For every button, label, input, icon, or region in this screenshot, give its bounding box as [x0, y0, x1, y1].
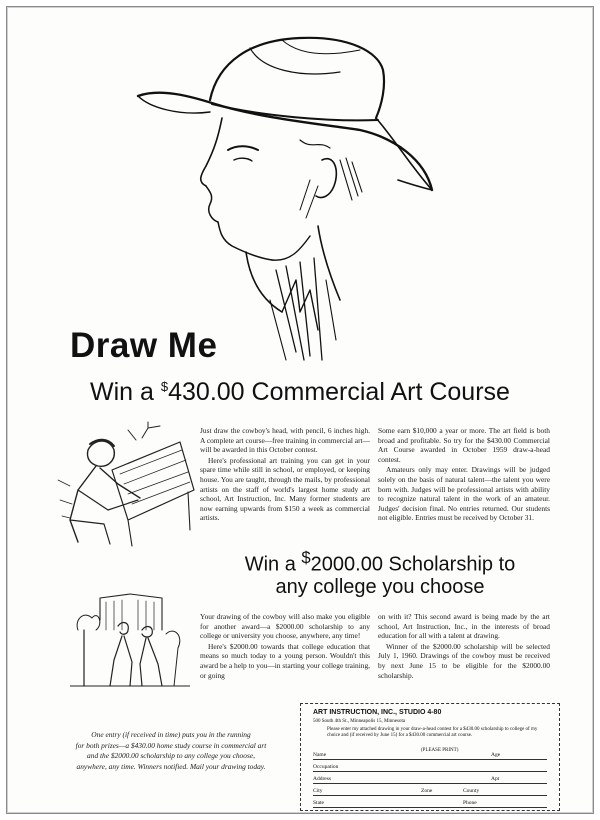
coupon-address: 500 South 4th St., Minneapolis 15, Minnesota	[313, 719, 406, 724]
coupon-address-label: Address	[313, 776, 332, 782]
headline: Draw Me	[70, 326, 218, 365]
entry-note-line-3: and the $2000.00 scholarship to any college you choose,	[87, 751, 255, 760]
body-column-1	[200, 426, 370, 524]
coupon-phone-label: Phone	[463, 800, 477, 806]
coupon-city-label: City	[313, 788, 323, 794]
col3-paragraph-1: Your drawing of the cowboy will also make you eligible for another award—a $2000.00 scholarship to any college or university you choose, anywhere, any time!	[200, 612, 370, 641]
subheadline1-pre: Win a	[90, 378, 161, 406]
coupon-city-line[interactable]	[313, 786, 547, 796]
col4-paragraph-1: on with it? This second award is being made by the art school, Art Instruction, Inc., in the interests of broad education for all with a talent at drawing.	[378, 612, 550, 641]
subheadline-scholarship	[200, 548, 560, 577]
college-campus-illustration	[70, 590, 190, 690]
cowboy-head-illustration	[0, 0, 600, 380]
coupon-body: Please enter my attached drawing in your draw-a-head contest for a $430.00 scholarship to college of my choice and (if received by June 15) for a $430.00 commercial art course.	[327, 727, 538, 738]
col1-paragraph-2: Here's professional art training you can get in your spare time while still in school, or employed, or keeping house. You are taught, through the mails, by professional artists on the staff of world's largest home study art school, Art Instruction, Inc. Many former students are now earning upwards from $150 a week as commercial artists.	[200, 455, 370, 523]
coupon-occupation-line[interactable]	[313, 762, 547, 772]
coupon-address-line[interactable]	[313, 774, 547, 784]
entry-note-line-1: One entry (if received in time) puts you in the running	[91, 730, 251, 739]
coupon-name-line[interactable]	[313, 750, 547, 760]
col2-paragraph-1: Some earn $10,000 a year or more. The art field is both broad and profitable. So try for the $430.00 Commercial Art Course awarded in October 1959 draw-a-head contest.	[378, 426, 550, 464]
coupon-county-label: County	[463, 788, 480, 794]
coupon-zone-label: Zone	[421, 788, 433, 794]
subheadline1-post: Commercial Art Course	[244, 378, 510, 406]
coupon-occupation-label: Occupation	[313, 764, 339, 770]
subheadline2-post: Scholarship to	[382, 553, 516, 576]
coupon-age-label: Age	[491, 752, 501, 758]
body-column-3	[200, 612, 370, 681]
subheadline1-amount: 430.00	[168, 378, 245, 406]
entry-note	[42, 730, 300, 772]
coupon-state-line[interactable]	[313, 798, 547, 808]
coupon-state-label: State	[313, 800, 324, 806]
entry-coupon	[300, 703, 560, 811]
subheadline-any-college: any college you choose	[275, 576, 485, 598]
subheadline2-dollar: $	[301, 548, 311, 567]
subheadline2-pre: Win a	[244, 553, 302, 576]
artist-drawing-illustration	[48, 420, 198, 550]
col4-paragraph-2: Winner of the $2000.00 scholarship will be selected July 1, 1960. Drawings of the cowboy must be received by next June 15 to be eligible for the $2000.00 scholarship.	[378, 641, 550, 680]
coupon-name-label: Name	[313, 752, 327, 758]
col3-paragraph-2: Here's $2000.00 towards that college education that means so much today to a young person. Wouldn't this award be a help to you—in starting your college training, or going	[200, 641, 370, 680]
col2-paragraph-2: Amateurs only may enter. Drawings will be judged solely on the basis of natural talent—the talent you were born with. Judges will be professional artists with ability to recognize natural talent in the work of an amateur. Judges' decision final. No entries returned. Our students not eligible. Entries must be received by October 31.	[378, 465, 550, 523]
body-column-4	[378, 612, 550, 681]
entry-note-line-4: anywhere, any time. Winners notified. Mail your drawing today.	[76, 761, 266, 771]
col1-paragraph-1: Just draw the cowboy's head, with pencil, 6 inches high. A complete art course—free training in commercial art—will be awarded in this October contest.	[200, 426, 370, 455]
subheadline2-amount: 2000.00	[310, 553, 383, 576]
subheadline-art-course	[0, 378, 600, 407]
coupon-title: ART INSTRUCTION, INC., STUDIO 4-80	[313, 709, 442, 716]
coupon-print-note: (PLEASE PRINT)	[421, 748, 459, 753]
entry-note-line-2: for both prizes—a $430.00 home study course in commercial art	[75, 740, 267, 750]
subheadline1-dollar: $	[160, 379, 169, 394]
body-column-2	[378, 426, 550, 524]
coupon-apt-label: Apt	[491, 776, 500, 782]
